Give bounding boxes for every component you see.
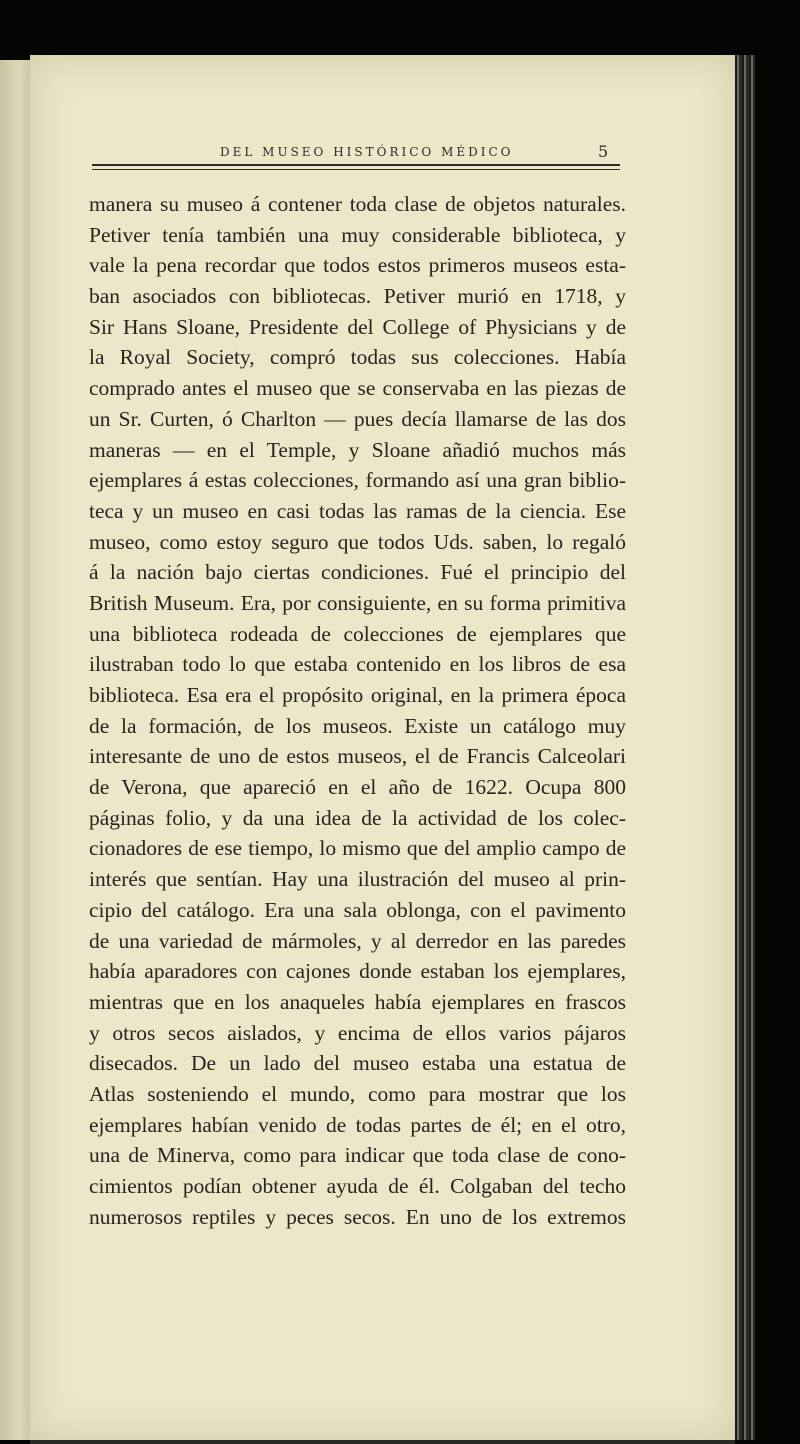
text-line: manera su museo á contener toda clase de objetos naturales. bbox=[89, 192, 626, 216]
text-line: disecados. De un lado del museo estaba una estatua de bbox=[89, 1051, 626, 1076]
text-line: Atlas sosteniendo el mundo, como para mostrar que los bbox=[89, 1081, 626, 1106]
text-line: Petiver tenía también una muy considerable biblioteca, y bbox=[89, 222, 626, 247]
text-line: á la nación bajo ciertas condiciones. Fué el principio del bbox=[89, 560, 626, 585]
text-line: una de Minerva, como para indicar que toda clase de cono- bbox=[89, 1143, 626, 1168]
text-line: British Museum. Era, por consiguiente, en su forma primitiva bbox=[89, 590, 626, 615]
text-line: un Sr. Curten, ó Charlton — pues decía llamarse de las dos bbox=[89, 406, 626, 431]
text-line: cionadores de ese tiempo, lo mismo que del amplio campo de bbox=[89, 836, 626, 861]
header-rule-thin bbox=[92, 169, 620, 170]
body-text bbox=[89, 189, 626, 1232]
text-line: ejemplares á estas colecciones, formando así una gran biblio- bbox=[89, 468, 626, 493]
text-line: había aparadores con cajones donde estaban los ejemplares, bbox=[89, 959, 626, 984]
text-line: mientras que en los anaqueles había ejemplares en frascos bbox=[89, 989, 626, 1014]
facing-page-edge bbox=[0, 60, 30, 1440]
text-line: la Royal Society, compró todas sus colecciones. Había bbox=[89, 345, 626, 370]
text-line: de la formación, de los museos. Existe un catálogo muy bbox=[89, 713, 626, 738]
running-head: DEL MUSEO HISTÓRICO MÉDICO bbox=[220, 145, 514, 159]
text-line: biblioteca. Esa era el propósito original, en la primera época bbox=[89, 683, 626, 707]
page-stack-edge bbox=[735, 55, 755, 1440]
text-line: Sir Hans Sloane, Presidente del College of Physicians y de bbox=[89, 314, 626, 339]
text-line: museo, como estoy seguro que todos Uds. saben, lo regaló bbox=[89, 529, 626, 554]
text-line: ilustraban todo lo que estaba contenido en los libros de esa bbox=[89, 652, 626, 677]
text-line: ejemplares habían venido de todas partes de él; en el otro, bbox=[89, 1112, 626, 1137]
text-line: una biblioteca rodeada de colecciones de ejemplares que bbox=[89, 621, 626, 646]
text-line: páginas folio, y da una idea de la actividad de los colec- bbox=[89, 805, 626, 830]
text-line: teca y un museo en casi todas las ramas de la ciencia. Ese bbox=[89, 498, 626, 523]
header-rule-thick bbox=[92, 164, 620, 166]
text-line: de Verona, que apareció en el año de 1622. Ocupa 800 bbox=[89, 775, 626, 800]
text-line: comprado antes el museo que se conservaba en las piezas de bbox=[89, 376, 626, 401]
text-line: interesante de uno de estos museos, el de Francis Calceolari bbox=[89, 744, 626, 769]
page-number: 5 bbox=[598, 142, 609, 161]
text-line: cipio del catálogo. Era una sala oblonga, con el pavimento bbox=[89, 897, 626, 922]
text-line: interés que sentían. Hay una ilustración del museo al prin- bbox=[89, 867, 626, 892]
text-line: cimientos podían obtener ayuda de él. Colgaban del techo bbox=[89, 1174, 626, 1198]
text-line: de una variedad de mármoles, y al derredor en las paredes bbox=[89, 928, 626, 953]
text-line: ban asociados con bibliotecas. Petiver murió en 1718, y bbox=[89, 284, 626, 309]
text-line: numerosos reptiles y peces secos. En uno de los extremos bbox=[89, 1204, 626, 1229]
text-line: vale la pena recordar que todos estos primeros museos esta- bbox=[89, 253, 626, 278]
text-line: y otros secos aislados, y encima de ellos varios pájaros bbox=[89, 1020, 626, 1045]
text-line: maneras — en el Temple, y Sloane añadió muchos más bbox=[89, 437, 626, 462]
